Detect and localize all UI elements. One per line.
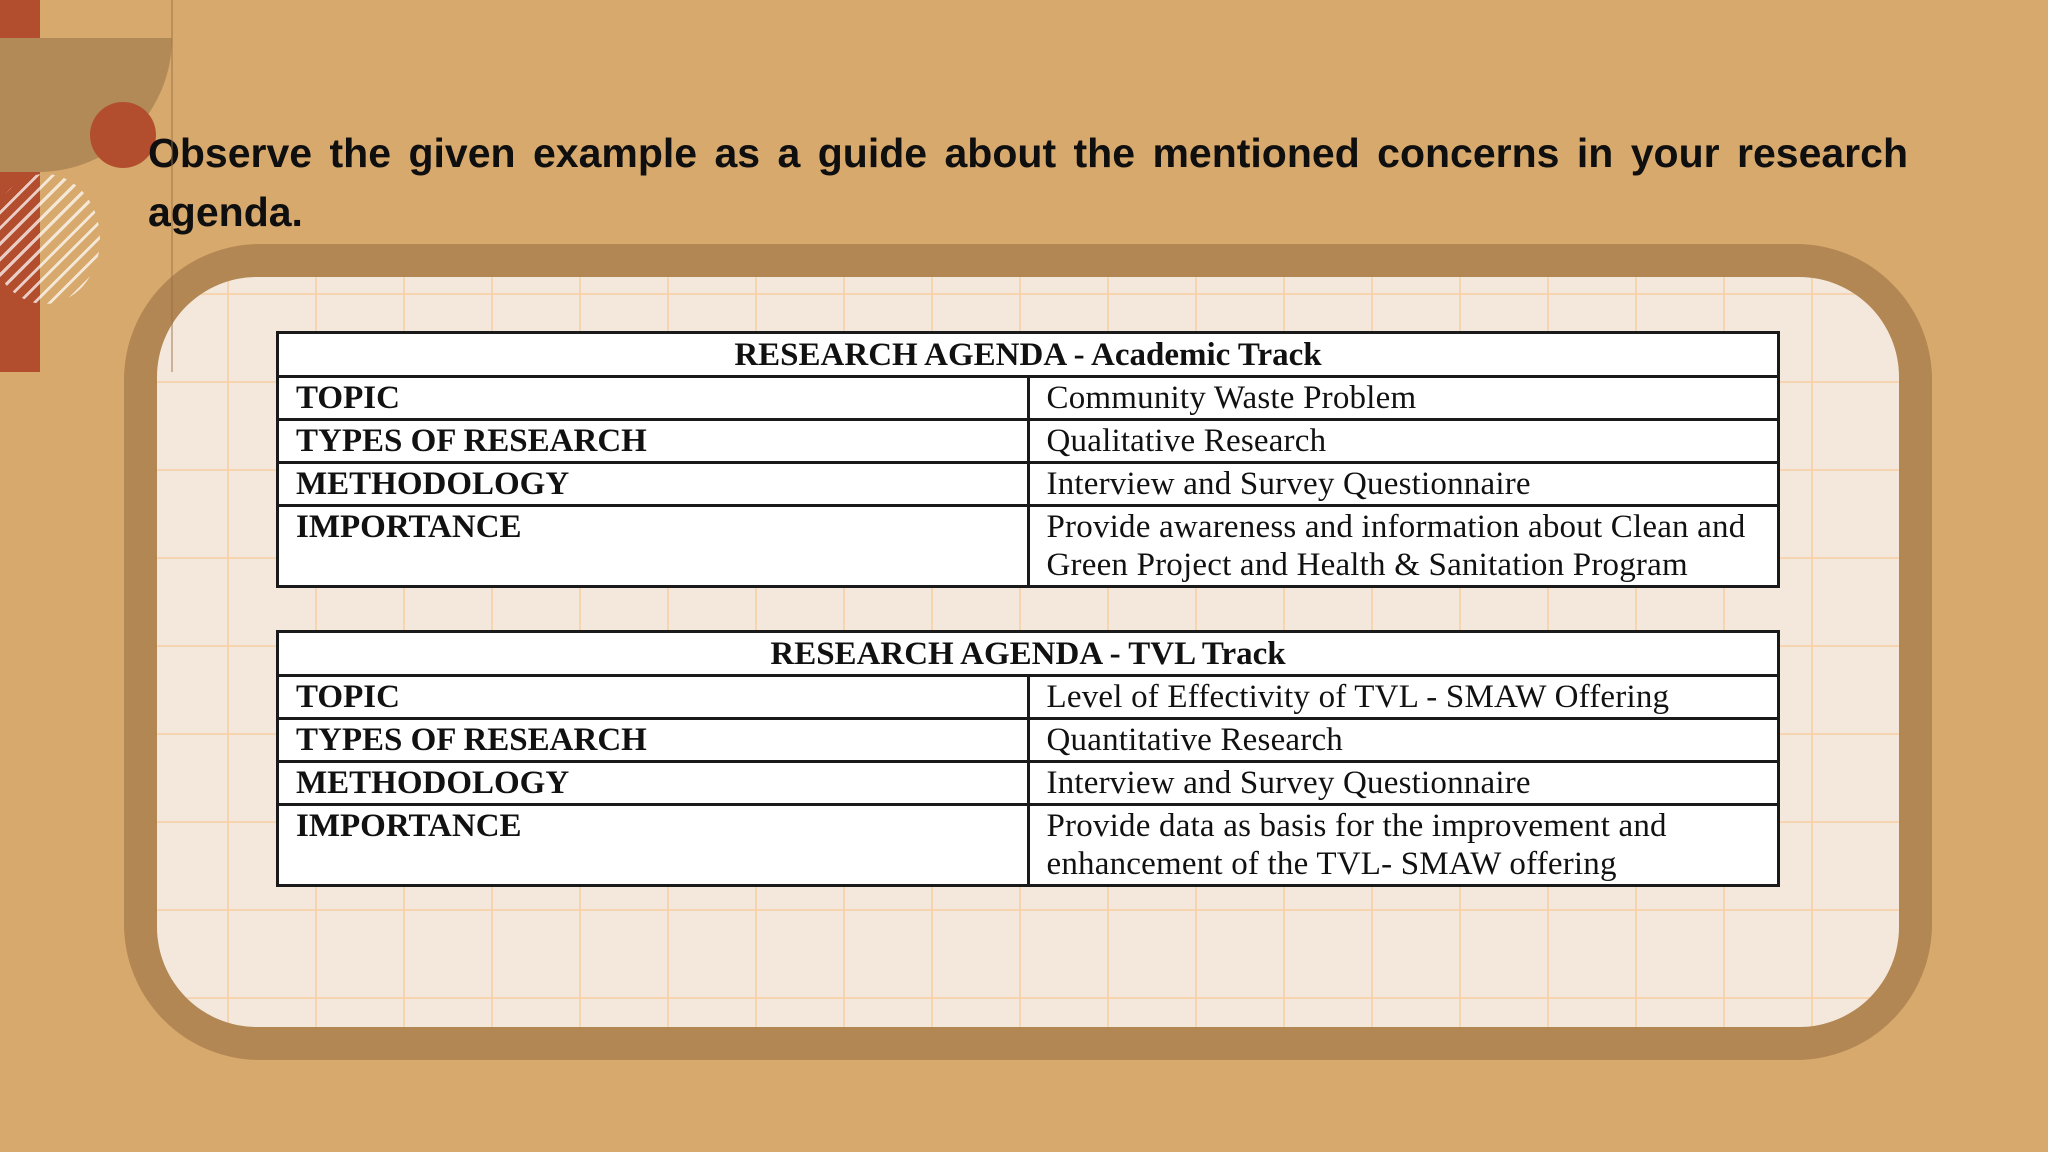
row-value: Quantitative Research <box>1028 719 1779 762</box>
row-value: Interview and Survey Questionnaire <box>1028 762 1779 805</box>
research-agenda-academic-table <box>276 331 1780 588</box>
row-value: Interview and Survey Questionnaire <box>1028 463 1779 506</box>
decorative-striped-circle <box>0 174 100 304</box>
table-row <box>278 762 1779 805</box>
table-row <box>278 676 1779 719</box>
table-title: RESEARCH AGENDA - Academic Track <box>278 333 1779 377</box>
row-value: Provide awareness and information about Clean and Green Project and Health & Sanitation Program <box>1028 506 1779 587</box>
slide-heading: Observe the given example as a guide about the mentioned concerns in your research agenda. <box>148 130 1908 235</box>
table-header-row <box>278 333 1779 377</box>
row-label: TYPES OF RESEARCH <box>278 719 1029 762</box>
table-row <box>278 377 1779 420</box>
table-row <box>278 805 1779 886</box>
row-label: TOPIC <box>278 676 1029 719</box>
decorative-red-circle <box>90 102 156 168</box>
table-title: RESEARCH AGENDA - TVL Track <box>278 632 1779 676</box>
row-label: IMPORTANCE <box>278 506 1029 587</box>
table-row <box>278 719 1779 762</box>
table-row <box>278 463 1779 506</box>
row-label: METHODOLOGY <box>278 463 1029 506</box>
table-row <box>278 506 1779 587</box>
table-row <box>278 420 1779 463</box>
decorative-thin-line <box>171 0 173 372</box>
row-label: TYPES OF RESEARCH <box>278 420 1029 463</box>
row-value: Provide data as basis for the improvement and enhancement of the TVL- SMAW offering <box>1028 805 1779 886</box>
table-header-row <box>278 632 1779 676</box>
row-label: IMPORTANCE <box>278 805 1029 886</box>
research-agenda-tvl-table <box>276 630 1780 887</box>
row-value: Qualitative Research <box>1028 420 1779 463</box>
row-value: Community Waste Problem <box>1028 377 1779 420</box>
row-label: TOPIC <box>278 377 1029 420</box>
row-label: METHODOLOGY <box>278 762 1029 805</box>
row-value: Level of Effectivity of TVL - SMAW Offering <box>1028 676 1779 719</box>
